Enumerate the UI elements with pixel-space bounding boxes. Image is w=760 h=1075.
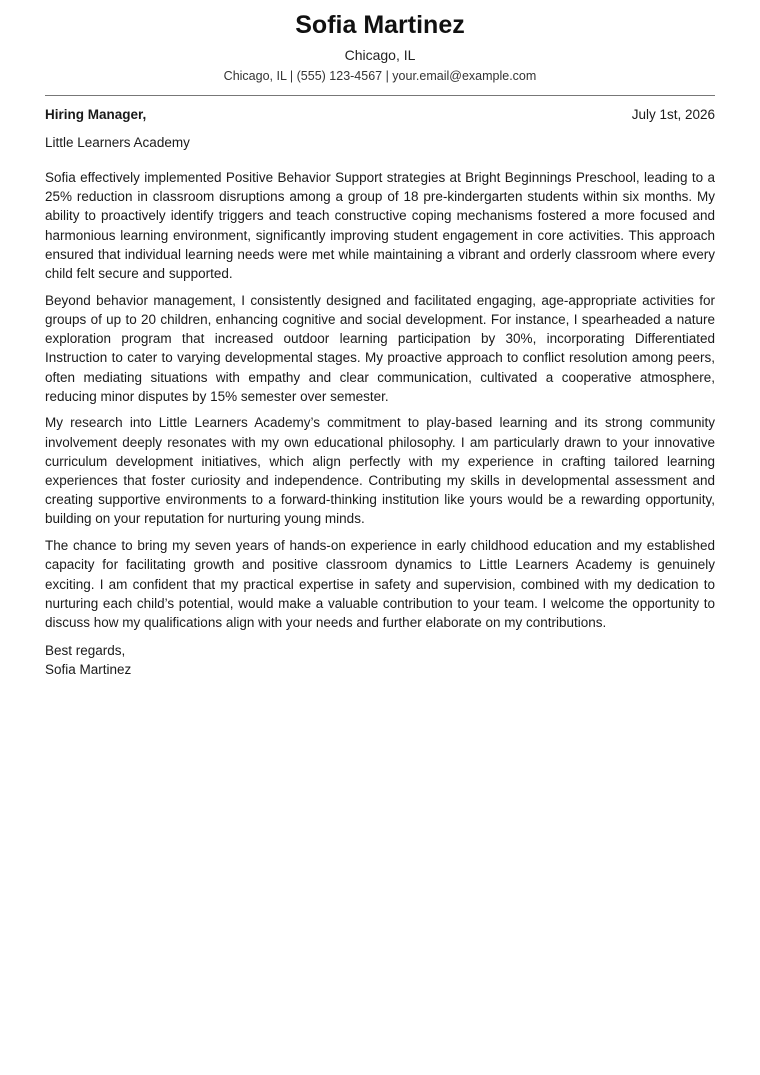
header-divider: [45, 95, 715, 96]
body-paragraph-3: My research into Little Learners Academy’s commitment to play-based learning and its strong community involvement deeply resonates with my own educational philosophy. I am particularly drawn to your innovative curriculum development initiatives, which align perfectly with my experience in crafting tailored learning experiences that foster curiosity and independence. Contributing my skills in developmental assessment and creating supportive environments to a forward-thinking institution like yours would be a rewarding opportunity, building on your reputation for nurturing young minds.: [45, 415, 715, 527]
sender-location: Chicago, IL: [344, 47, 416, 63]
sender-name: Sofia Martinez: [295, 11, 465, 39]
recipient-date-row: [45, 106, 715, 124]
letter-closing: [45, 641, 715, 679]
recipient-salutation: Hiring Manager,: [45, 107, 147, 122]
letter-body: [45, 168, 715, 632]
letter-date: July 1st, 2026: [631, 107, 715, 122]
body-paragraph-1: Sofia effectively implemented Positive Behavior Support strategies at Bright Beginnings Preschool, leading to a 25% reduction in classroom disruptions among a group of 18 pre-kindergarten students within six months. My ability to proactively identify triggers and teach constructive coping mechanisms fostered a more focused and harmonious learning environment, significantly improving student engagement in core activities. This approach ensured that individual learning needs were met while maintaining a vibrant and orderly classroom where every child felt secure and supported.: [45, 170, 715, 282]
signature-name: Sofia Martinez: [45, 662, 132, 678]
sender-contact: Chicago, IL | (555) 123-4567 | your.email@example.com: [223, 69, 537, 83]
closing-phrase: Best regards,: [45, 643, 126, 659]
body-paragraph-4: The chance to bring my seven years of hands-on experience in early childhood education and my established capacity for facilitating growth and positive classroom dynamics to Little Learners Academy is genuinely exciting. I am confident that my practical expertise in safety and supervision, combined with my dedication to nurturing each child’s potential, would make a valuable contribution to your team. I welcome the opportunity to discuss how my qualifications align with your needs and further elaborate on my contributions.: [45, 538, 715, 630]
recipient-company: Little Learners Academy: [45, 135, 190, 150]
body-paragraph-2: Beyond behavior management, I consistently designed and facilitated engaging, age-appropriate activities for groups of up to 20 children, enhancing cognitive and social development. For instance, I spearheaded a nature exploration program that increased outdoor learning participation by 30%, incorporating Differentiated Instruction to cater to varying developmental stages. My proactive approach to conflict resolution among peers, often mediating situations with empathy and clear communication, cultivated a cooperative atmosphere, reducing minor disputes by 15% semester over semester.: [45, 292, 715, 404]
letter-header: [45, 10, 715, 84]
